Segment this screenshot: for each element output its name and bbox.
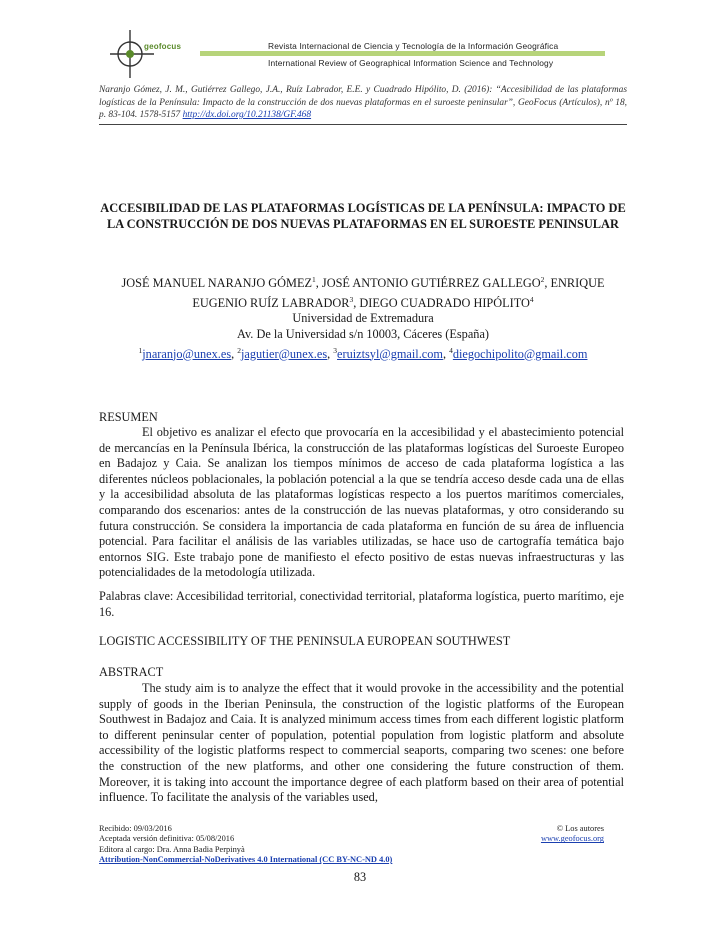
email-2-sup: 2 xyxy=(237,345,242,355)
resumen-heading: RESUMEN xyxy=(99,410,158,424)
journal-name-english: International Review of Geographical Information Science and Technology xyxy=(268,58,554,68)
author-names: JOSÉ MANUEL NARANJO GÓMEZ$^1$, JOSÉ ANTONIO GUTIÉRREZ GALLEGO$^2$, ENRIQUE EUGENIO RUÍZ LABRADOR$^3$, DIEGO CUADRADO HIPÓLITO$^4$ xyxy=(121,275,605,310)
author-1: JOSÉ MANUEL NARANJO GÓMEZ xyxy=(121,276,312,291)
email-3-sup: 3 xyxy=(333,345,338,355)
author-block xyxy=(99,272,627,362)
citation-text: Naranjo Gómez, J. M., Gutiérrez Gallego, J.A., Ruíz Labrador, E.E. y Cuadrado Hipólito, D. (2016): “Accesibilidad de las plataformas logísticas de la Península: Impacto de la construcción de dos nuevas plataformas en el suroeste peninsular”, GeoFocus (Artículos), nº 18, p. 83-104. 1578-5157 xyxy=(99,85,627,121)
website-link[interactable]: www.geofocus.org xyxy=(540,834,604,844)
citation-divider xyxy=(99,124,627,125)
address: Av. De la Universidad s/n 10003, Cáceres (España) xyxy=(236,326,489,341)
geofocus-logo-icon xyxy=(104,28,204,80)
author-1-sup: 1 xyxy=(312,275,316,284)
resumen-text: El objetivo es analizar el efecto que provocaría en la accesibilidad y el abastecimiento potencial de mercancías en la Península Ibérica, la construcción de las plataformas logísticas del Suroeste Europeo en Badajoz y Caia. Se analizan los tiempos mínimos de acceso de cada plataforma logística a las diferentes núcleos poblacionales, la población potencial a la que se tendría acceso desde cada una de ellas y la accesibilidad absoluta de las plataformas logísticas respecto a los puertos marítimos comerciales, comparando dos escenarios: antes de la construcción de las nuevas plataformas, y otro considerando su futura construcción. Se considera la importancia de cada plataforma en función de su área de influencia potencial. Para facilitar el análisis de las variables utilizadas, se hace uso de cartografía temática bajo entornos SIG. Este trabajo pone de manifiesto el efecto positivo de estas nuevas infraestructuras y las potencialidades de la metodología utilizada. xyxy=(99,425,624,580)
author-2-sup: 2 xyxy=(540,275,545,284)
affiliation: Universidad de Extremadura xyxy=(292,311,434,326)
header-accent-bar xyxy=(200,51,605,56)
logo-wordmark: geofocus xyxy=(144,42,182,51)
page-number: 83 xyxy=(353,870,367,884)
journal-name-spanish: Revista Internacional de Ciencia y Tecnología de la Información Geográfica xyxy=(268,41,559,51)
email-link-2[interactable]: jagutier@unex.es xyxy=(241,346,328,361)
copyright: © Los autores xyxy=(556,824,604,833)
author-4-sup: 4 xyxy=(529,294,534,304)
author-3-sup: 3 xyxy=(349,294,354,304)
abstract-text: The study aim is to analyze the effect that it would provoke in the accessibility and the potential supply of goods in the Iberian Peninsula, the construction of the logistic platforms of the European Southwest in Badajoz and Caia. It is analyzed minimum access times from each different logistic platform to different peninsular center of population, potential population from logistic platform and absolute accessibility of the logistic platforms respect to commercial seaports, comparing two scenes: one before the construction of the new platforms, and other one considering the future construction of them. Moreover, it is taking into account the importance degree of each platform based on their area of potential influence. To facilitate the analysis of the variables used, xyxy=(99,681,624,805)
email-4-sup: 4 xyxy=(449,345,453,355)
citation-block xyxy=(99,84,627,122)
editor: Editora al cargo: Dra. Anna Badia Perpinyà xyxy=(99,844,245,854)
author-3: ENRIQUE EUGENIO RUÍZ LABRADOR xyxy=(192,276,605,310)
accepted-date: Aceptada versión definitiva: 05/08/2016 xyxy=(99,834,235,844)
email-link-1[interactable]: jnaranjo@unex.es xyxy=(142,346,232,361)
footer xyxy=(99,824,604,866)
email-link-4[interactable]: diegochipolito@gmail.com xyxy=(452,346,588,361)
author-emails: $^1$jnaranjo@unex.es, $^2$jagutier@unex.es, $^3$eruiztsyl@gmail.com, $^4$diegochipolito@gmail.com xyxy=(138,345,588,361)
keywords: Palabras clave: Accesibilidad territorial, conectividad territorial, plataforma logística, puerto marítimo, eje 16. xyxy=(99,589,624,619)
email-1-sup: 1 xyxy=(138,345,143,355)
doi-link[interactable]: http://dx.doi.org/10.21138/GF.468 xyxy=(182,110,312,121)
author-4: DIEGO CUADRADO HIPÓLITO xyxy=(359,295,530,310)
license-link[interactable]: Attribution-NonCommercial-NoDerivatives 4.0 International (CC BY-NC-ND 4.0) xyxy=(99,855,393,865)
author-2: JOSÉ ANTONIO GUTIÉRREZ GALLEGO xyxy=(321,276,541,291)
email-link-3[interactable]: eruiztsyl@gmail.com xyxy=(337,346,443,361)
article-title: ACCESIBILIDAD DE LAS PLATAFORMAS LOGÍSTICAS DE LA PENÍNSULA: IMPACTO DE LA CONSTRUCCIÓN DE DOS NUEVAS PLATAFORMAS EN EL SUROESTE PENINSULAR xyxy=(100,201,626,231)
footer-right xyxy=(541,824,604,845)
abstract-heading: ABSTRACT xyxy=(99,665,164,679)
received-date: Recibido: 09/03/2016 xyxy=(99,824,172,833)
english-title: LOGISTIC ACCESSIBILITY OF THE PENINSULA EUROPEAN SOUTHWEST xyxy=(99,634,511,648)
